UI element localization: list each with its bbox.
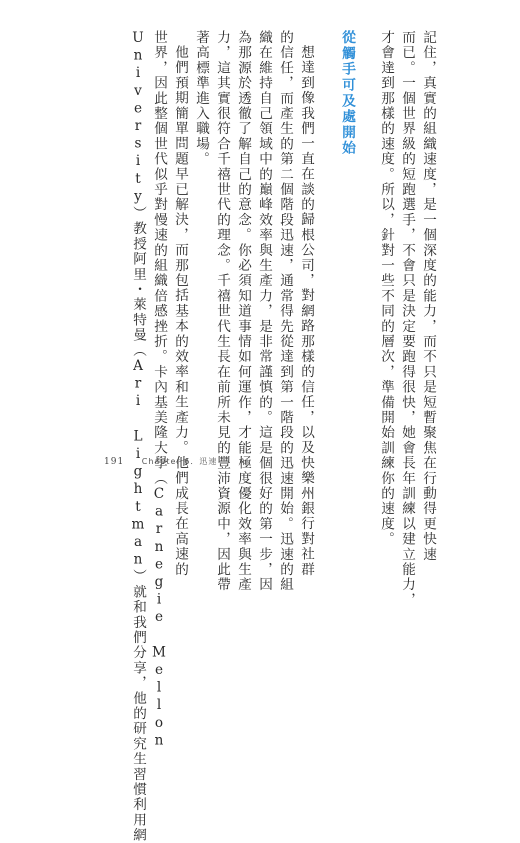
text-column: 才會達到那樣的速度。所以，針對一些不同的層次，準備開始訓練你的速度。 [378,30,394,547]
text-column: 世界，因此整個世代似乎對慢速的組織倍感挫折。卡內基美隆大學（Carnegie Mellon [151,30,167,750]
text-column: 想達到像我們一直在談的歸根公司，對網路那樣的信任，以及快樂州銀行對社群 [298,45,314,577]
chapter-title: Chapter 6．迅速 [141,457,218,466]
section-heading: 從觸手可及處開始 [339,30,355,157]
text-column: 而已。一個世界級的短跑選手，不會只是決定要跑得很快，她會長年訓練以建立能力， [399,30,415,608]
text-column: 為那源於透徹了解自己的意念。你必須知道事情如何運作，才能極度優化效率與生產 [235,30,251,593]
page-number: 191 [104,457,125,467]
text-column: 他們預期簡單問題早已解決，而那包括基本的效率和生產力。他們成長在高速的 [172,45,188,577]
text-column: University）教授阿里・萊特曼（Ari Lightman）就和我們分享，他的研究生習慣利用網 [130,30,146,843]
text-column: 著高標準進入職場。 [193,30,209,167]
page-footer [104,456,217,467]
text-column: 力，這其實很符合千禧世代的理念。千禧世代生長在前所未見的豐沛資源中，因此帶 [214,30,230,593]
text-column: 的信任，而產生的第二個階段迅速，通常得先從達到第一階段的迅速開始。迅速的組 [277,30,293,593]
text-column: 記住，真實的組織速度，是一個深度的能力，而不只是短暫聚焦在行動得更快速 [420,30,436,562]
text-column: 織在維持自己領域中的巔峰效率與生產力，是非常謹慎的。這是個很好的第一步，因 [256,30,272,593]
